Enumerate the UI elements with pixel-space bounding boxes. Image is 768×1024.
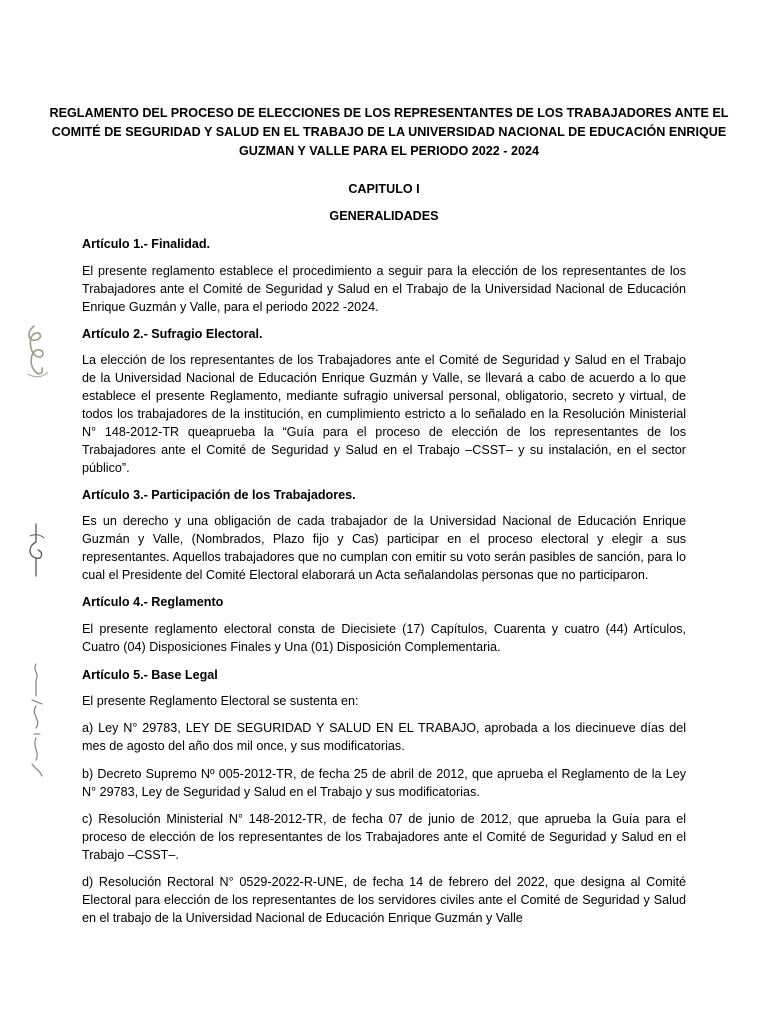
signature-mark-2 (24, 522, 48, 578)
article-3-body (82, 512, 686, 584)
chapter-title: GENERALIDADES (329, 209, 439, 223)
signature-mark-3 (26, 660, 48, 780)
article-1-body (82, 262, 686, 316)
chapter-number: CAPITULO I (348, 182, 420, 196)
document-title: REGLAMENTO DEL PROCESO DE ELECCIONES DE LOS REPRESENTANTES DE LOS TRABAJADORES ANTE EL COMITÉ DE SEGURIDAD Y SALUD EN EL TRABAJO DE LA UNIVERSIDAD NACIONAL DE EDUCACIÓN ENRIQUE GUZMAN Y VALLE PARA EL PERIODO 2022 - 2024 (49, 106, 729, 158)
article-4-body (82, 620, 686, 656)
article-5-heading: Artículo 5.- Base Legal (82, 668, 218, 682)
article-1-heading: Artículo 1.- Finalidad. (82, 237, 211, 251)
article-3-heading: Artículo 3.- Participación de los Trabajadores. (82, 488, 356, 502)
article-5-intro (82, 692, 686, 710)
legal-basis-item-c (82, 810, 686, 864)
legal-basis-item-b (82, 765, 686, 801)
legal-basis-item-a (82, 719, 686, 755)
paragraph: La elección de los representantes de los Trabajadores ante el Comité de Seguridad y Salud en el Trabajo de la Universidad Nacional de Educación Enrique Guzmán y Valle, se llevará a cabo de acuerdo a lo que establece el presente Reglamento, mediante sufragio universal personal, obligatorio, secreto y virtual, de todos los trabajadores de la institución, en cumplimiento estricto a lo señalado en la Resolución Ministerial N° 148-2012-TR queaprueba la “Guía para el proceso de elección de los representantes de los Trabajadores ante el Comité de Seguridad y Salud en el Trabajo –CSST– y su instalación, en el sector público”. (82, 353, 686, 475)
legal-basis-item-d (82, 873, 686, 927)
article-2-heading: Artículo 2.- Sufragio Electoral. (82, 327, 263, 341)
paragraph: El presente reglamento electoral consta de Diecisiete (17) Capítulos, Cuarenta y cuatro (44) Artículos, Cuatro (04) Disposiciones Finales y Una (01) Disposición Complementaria. (82, 622, 686, 654)
article-4-heading: Artículo 4.- Reglamento (82, 595, 224, 609)
paragraph: Es un derecho y una obligación de cada trabajador de la Universidad Nacional de Educación Enrique Guzmán y Valle, (Nombrados, Plazo fijo y Cas) participar en el proceso electoral y elegir a sus representantes. Aquellos trabajadores que no cumplan con emitir su voto serán pasibles de sanción, para lo cual el Presidente del Comité Electoral elaborará un Acta señalandolas personas que no participaron. (82, 514, 686, 582)
paragraph: d) Resolución Rectoral N° 0529-2022-R-UNE, de fecha 14 de febrero del 2022, que designa al Comité Electoral para elección de los representantes de los servidores civiles ante el Comité de Seguridad y Salud en el trabajo de la Universidad Nacional de Educación Enrique Guzmán y Valle (82, 875, 686, 925)
paragraph: El presente Reglamento Electoral se sustenta en: (82, 694, 359, 708)
paragraph: c) Resolución Ministerial N° 148-2012-TR, de fecha 07 de junio de 2012, que aprueba la Guía para el proceso de elección de los representantes de los Trabajadores ante el Comité de Seguridad y Salud en el Trabajo –CSST–. (82, 812, 686, 862)
paragraph: El presente reglamento establece el procedimiento a seguir para la elección de los representantes de los Trabajadores ante el Comité de Seguridad y Salud en el Trabajo de la Universidad Nacional de Educación Enrique Guzmán y Valle, para el periodo 2022 -2024. (82, 264, 686, 314)
paragraph: b) Decreto Supremo Nº 005-2012-TR, de fecha 25 de abril de 2012, que aprueba el Reglamento de la Ley N° 29783, Ley de Seguridad y Salud en el Trabajo y sus modificatorias. (82, 767, 686, 799)
paragraph: a) Ley N° 29783, LEY DE SEGURIDAD Y SALUD EN EL TRABAJO, aprobada a los diecinueve días del mes de agosto del año dos mil once, y sus modificatorias. (82, 721, 686, 753)
article-2-body (82, 351, 686, 477)
signature-mark-1 (22, 322, 52, 382)
